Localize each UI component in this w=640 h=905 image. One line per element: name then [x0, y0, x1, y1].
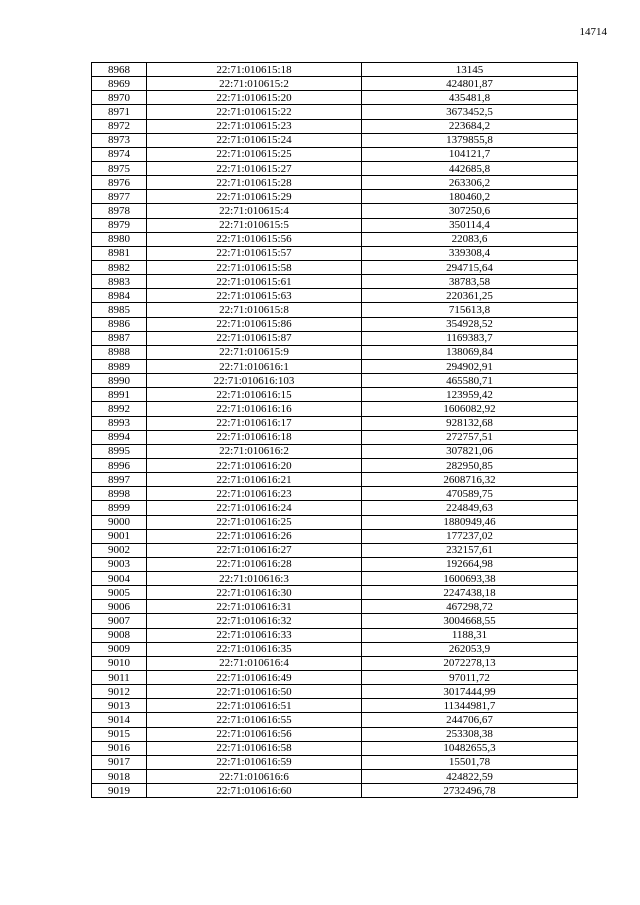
row-number-cell: 8993 — [92, 416, 147, 430]
cadastral-number-cell: 22:71:010615:2 — [147, 77, 362, 91]
table-row — [92, 232, 578, 246]
value-cell: 244706,67 — [362, 713, 578, 727]
table-row — [92, 91, 578, 105]
row-number-cell: 8972 — [92, 119, 147, 133]
row-number-cell: 8978 — [92, 204, 147, 218]
row-number-cell: 8986 — [92, 317, 147, 331]
row-number-cell: 8970 — [92, 91, 147, 105]
table-row — [92, 699, 578, 713]
cadastral-number-cell: 22:71:010616:30 — [147, 586, 362, 600]
cadastral-number-cell: 22:71:010616:60 — [147, 784, 362, 798]
value-cell: 223684,2 — [362, 119, 578, 133]
cadastral-number-cell: 22:71:010616:2 — [147, 444, 362, 458]
value-cell: 220361,25 — [362, 289, 578, 303]
value-cell: 470589,75 — [362, 487, 578, 501]
registry-table — [91, 62, 578, 798]
cadastral-number-cell: 22:71:010616:6 — [147, 770, 362, 784]
row-number-cell: 8984 — [92, 289, 147, 303]
row-number-cell: 9007 — [92, 614, 147, 628]
value-cell: 715613,8 — [362, 303, 578, 317]
table-row — [92, 458, 578, 472]
row-number-cell: 8976 — [92, 176, 147, 190]
cadastral-number-cell: 22:71:010616:56 — [147, 727, 362, 741]
cadastral-number-cell: 22:71:010616:58 — [147, 741, 362, 755]
value-cell: 2732496,78 — [362, 784, 578, 798]
table-row — [92, 416, 578, 430]
table-row — [92, 176, 578, 190]
value-cell: 2608716,32 — [362, 473, 578, 487]
row-number-cell: 8990 — [92, 374, 147, 388]
cadastral-number-cell: 22:71:010616:28 — [147, 557, 362, 571]
cadastral-number-cell: 22:71:010615:5 — [147, 218, 362, 232]
cadastral-number-cell: 22:71:010616:16 — [147, 402, 362, 416]
cadastral-number-cell: 22:71:010616:59 — [147, 755, 362, 769]
table-row — [92, 770, 578, 784]
value-cell: 339308,4 — [362, 246, 578, 260]
cadastral-number-cell: 22:71:010615:27 — [147, 161, 362, 175]
cadastral-number-cell: 22:71:010616:15 — [147, 388, 362, 402]
row-number-cell: 9015 — [92, 727, 147, 741]
row-number-cell: 9010 — [92, 656, 147, 670]
cadastral-number-cell: 22:71:010615:61 — [147, 275, 362, 289]
row-number-cell: 8971 — [92, 105, 147, 119]
table-row — [92, 444, 578, 458]
row-number-cell: 9008 — [92, 628, 147, 642]
cadastral-number-cell: 22:71:010615:86 — [147, 317, 362, 331]
row-number-cell: 9014 — [92, 713, 147, 727]
row-number-cell: 8992 — [92, 402, 147, 416]
table-row — [92, 487, 578, 501]
cadastral-number-cell: 22:71:010616:103 — [147, 374, 362, 388]
cadastral-number-cell: 22:71:010616:25 — [147, 515, 362, 529]
value-cell: 272757,51 — [362, 430, 578, 444]
cadastral-number-cell: 22:71:010616:51 — [147, 699, 362, 713]
table-row — [92, 473, 578, 487]
cadastral-number-cell: 22:71:010616:20 — [147, 458, 362, 472]
table-row — [92, 303, 578, 317]
row-number-cell: 8998 — [92, 487, 147, 501]
row-number-cell: 8999 — [92, 501, 147, 515]
value-cell: 3017444,99 — [362, 685, 578, 699]
value-cell: 38783,58 — [362, 275, 578, 289]
row-number-cell: 8968 — [92, 63, 147, 77]
value-cell: 177237,02 — [362, 529, 578, 543]
value-cell: 424801,87 — [362, 77, 578, 91]
value-cell: 253308,38 — [362, 727, 578, 741]
row-number-cell: 8980 — [92, 232, 147, 246]
row-number-cell: 9016 — [92, 741, 147, 755]
row-number-cell: 9002 — [92, 543, 147, 557]
value-cell: 15501,78 — [362, 755, 578, 769]
cadastral-number-cell: 22:71:010615:58 — [147, 260, 362, 274]
value-cell: 282950,85 — [362, 458, 578, 472]
value-cell: 1188,31 — [362, 628, 578, 642]
value-cell: 294715,64 — [362, 260, 578, 274]
cadastral-number-cell: 22:71:010615:25 — [147, 147, 362, 161]
value-cell: 1606082,92 — [362, 402, 578, 416]
row-number-cell: 8996 — [92, 458, 147, 472]
cadastral-number-cell: 22:71:010615:9 — [147, 345, 362, 359]
value-cell: 1600693,38 — [362, 572, 578, 586]
table-row — [92, 63, 578, 77]
value-cell: 3004668,55 — [362, 614, 578, 628]
table-row — [92, 727, 578, 741]
table-row — [92, 317, 578, 331]
table-row — [92, 784, 578, 798]
value-cell: 1379855,8 — [362, 133, 578, 147]
table-row — [92, 275, 578, 289]
row-number-cell: 8987 — [92, 331, 147, 345]
cadastral-number-cell: 22:71:010616:21 — [147, 473, 362, 487]
table-row — [92, 628, 578, 642]
row-number-cell: 8974 — [92, 147, 147, 161]
value-cell: 442685,8 — [362, 161, 578, 175]
cadastral-number-cell: 22:71:010615:56 — [147, 232, 362, 246]
value-cell: 224849,63 — [362, 501, 578, 515]
value-cell: 350114,4 — [362, 218, 578, 232]
cadastral-number-cell: 22:71:010616:3 — [147, 572, 362, 586]
cadastral-number-cell: 22:71:010615:18 — [147, 63, 362, 77]
registry-table-body — [92, 63, 578, 798]
cadastral-number-cell: 22:71:010615:63 — [147, 289, 362, 303]
value-cell: 928132,68 — [362, 416, 578, 430]
row-number-cell: 8979 — [92, 218, 147, 232]
row-number-cell: 9011 — [92, 671, 147, 685]
value-cell: 294902,91 — [362, 359, 578, 373]
value-cell: 104121,7 — [362, 147, 578, 161]
cadastral-number-cell: 22:71:010616:33 — [147, 628, 362, 642]
value-cell: 465580,71 — [362, 374, 578, 388]
row-number-cell: 8995 — [92, 444, 147, 458]
value-cell: 467298,72 — [362, 600, 578, 614]
table-row — [92, 515, 578, 529]
table-row — [92, 331, 578, 345]
row-number-cell: 8994 — [92, 430, 147, 444]
value-cell: 1169383,7 — [362, 331, 578, 345]
table-row — [92, 642, 578, 656]
value-cell: 307250,6 — [362, 204, 578, 218]
value-cell: 11344981,7 — [362, 699, 578, 713]
table-row — [92, 388, 578, 402]
row-number-cell: 8991 — [92, 388, 147, 402]
table-row — [92, 741, 578, 755]
table-row — [92, 218, 578, 232]
table-row — [92, 289, 578, 303]
cadastral-number-cell: 22:71:010616:32 — [147, 614, 362, 628]
table-row — [92, 586, 578, 600]
table-row — [92, 572, 578, 586]
table-row — [92, 557, 578, 571]
cadastral-number-cell: 22:71:010615:23 — [147, 119, 362, 133]
cadastral-number-cell: 22:71:010616:49 — [147, 671, 362, 685]
row-number-cell: 9000 — [92, 515, 147, 529]
table-row — [92, 656, 578, 670]
row-number-cell: 8981 — [92, 246, 147, 260]
table-row — [92, 374, 578, 388]
row-number-cell: 9006 — [92, 600, 147, 614]
row-number-cell: 8973 — [92, 133, 147, 147]
row-number-cell: 8985 — [92, 303, 147, 317]
table-row — [92, 755, 578, 769]
cadastral-number-cell: 22:71:010615:87 — [147, 331, 362, 345]
value-cell: 435481,8 — [362, 91, 578, 105]
row-number-cell: 9004 — [92, 572, 147, 586]
value-cell: 22083,6 — [362, 232, 578, 246]
row-number-cell: 9003 — [92, 557, 147, 571]
cadastral-number-cell: 22:71:010615:4 — [147, 204, 362, 218]
table-row — [92, 147, 578, 161]
value-cell: 262053,9 — [362, 642, 578, 656]
row-number-cell: 8983 — [92, 275, 147, 289]
cadastral-number-cell: 22:71:010616:50 — [147, 685, 362, 699]
value-cell: 123959,42 — [362, 388, 578, 402]
table-row — [92, 430, 578, 444]
value-cell: 13145 — [362, 63, 578, 77]
table-row — [92, 133, 578, 147]
cadastral-number-cell: 22:71:010615:22 — [147, 105, 362, 119]
table-row — [92, 543, 578, 557]
row-number-cell: 9017 — [92, 755, 147, 769]
table-row — [92, 77, 578, 91]
cadastral-number-cell: 22:71:010616:4 — [147, 656, 362, 670]
value-cell: 3673452,5 — [362, 105, 578, 119]
row-number-cell: 8988 — [92, 345, 147, 359]
table-row — [92, 161, 578, 175]
cadastral-number-cell: 22:71:010616:17 — [147, 416, 362, 430]
value-cell: 263306,2 — [362, 176, 578, 190]
value-cell: 2247438,18 — [362, 586, 578, 600]
row-number-cell: 9009 — [92, 642, 147, 656]
table-row — [92, 190, 578, 204]
cadastral-number-cell: 22:71:010616:27 — [147, 543, 362, 557]
row-number-cell: 9012 — [92, 685, 147, 699]
value-cell: 354928,52 — [362, 317, 578, 331]
table-row — [92, 685, 578, 699]
cadastral-number-cell: 22:71:010615:28 — [147, 176, 362, 190]
table-row — [92, 529, 578, 543]
row-number-cell: 9001 — [92, 529, 147, 543]
cadastral-number-cell: 22:71:010615:29 — [147, 190, 362, 204]
cadastral-number-cell: 22:71:010616:18 — [147, 430, 362, 444]
row-number-cell: 9005 — [92, 586, 147, 600]
value-cell: 424822,59 — [362, 770, 578, 784]
cadastral-number-cell: 22:71:010616:24 — [147, 501, 362, 515]
row-number-cell: 8977 — [92, 190, 147, 204]
cadastral-number-cell: 22:71:010615:57 — [147, 246, 362, 260]
value-cell: 10482655,3 — [362, 741, 578, 755]
value-cell: 138069,84 — [362, 345, 578, 359]
value-cell: 192664,98 — [362, 557, 578, 571]
table-row — [92, 119, 578, 133]
row-number-cell: 8982 — [92, 260, 147, 274]
page-number: 14714 — [579, 26, 607, 38]
row-number-cell: 8975 — [92, 161, 147, 175]
row-number-cell: 8969 — [92, 77, 147, 91]
table-row — [92, 204, 578, 218]
cadastral-number-cell: 22:71:010616:31 — [147, 600, 362, 614]
value-cell: 97011,72 — [362, 671, 578, 685]
cadastral-number-cell: 22:71:010616:55 — [147, 713, 362, 727]
cadastral-number-cell: 22:71:010616:1 — [147, 359, 362, 373]
cadastral-number-cell: 22:71:010615:20 — [147, 91, 362, 105]
table-row — [92, 402, 578, 416]
value-cell: 1880949,46 — [362, 515, 578, 529]
table-row — [92, 501, 578, 515]
table-row — [92, 105, 578, 119]
row-number-cell: 9018 — [92, 770, 147, 784]
table-row — [92, 600, 578, 614]
row-number-cell: 9019 — [92, 784, 147, 798]
cadastral-number-cell: 22:71:010616:23 — [147, 487, 362, 501]
table-row — [92, 260, 578, 274]
table-row — [92, 713, 578, 727]
row-number-cell: 8989 — [92, 359, 147, 373]
row-number-cell: 8997 — [92, 473, 147, 487]
cadastral-number-cell: 22:71:010615:8 — [147, 303, 362, 317]
table-row — [92, 345, 578, 359]
table-row — [92, 246, 578, 260]
value-cell: 307821,06 — [362, 444, 578, 458]
cadastral-number-cell: 22:71:010615:24 — [147, 133, 362, 147]
value-cell: 2072278,13 — [362, 656, 578, 670]
table-row — [92, 614, 578, 628]
table-row — [92, 671, 578, 685]
value-cell: 180460,2 — [362, 190, 578, 204]
row-number-cell: 9013 — [92, 699, 147, 713]
table-row — [92, 359, 578, 373]
cadastral-number-cell: 22:71:010616:35 — [147, 642, 362, 656]
cadastral-number-cell: 22:71:010616:26 — [147, 529, 362, 543]
value-cell: 232157,61 — [362, 543, 578, 557]
